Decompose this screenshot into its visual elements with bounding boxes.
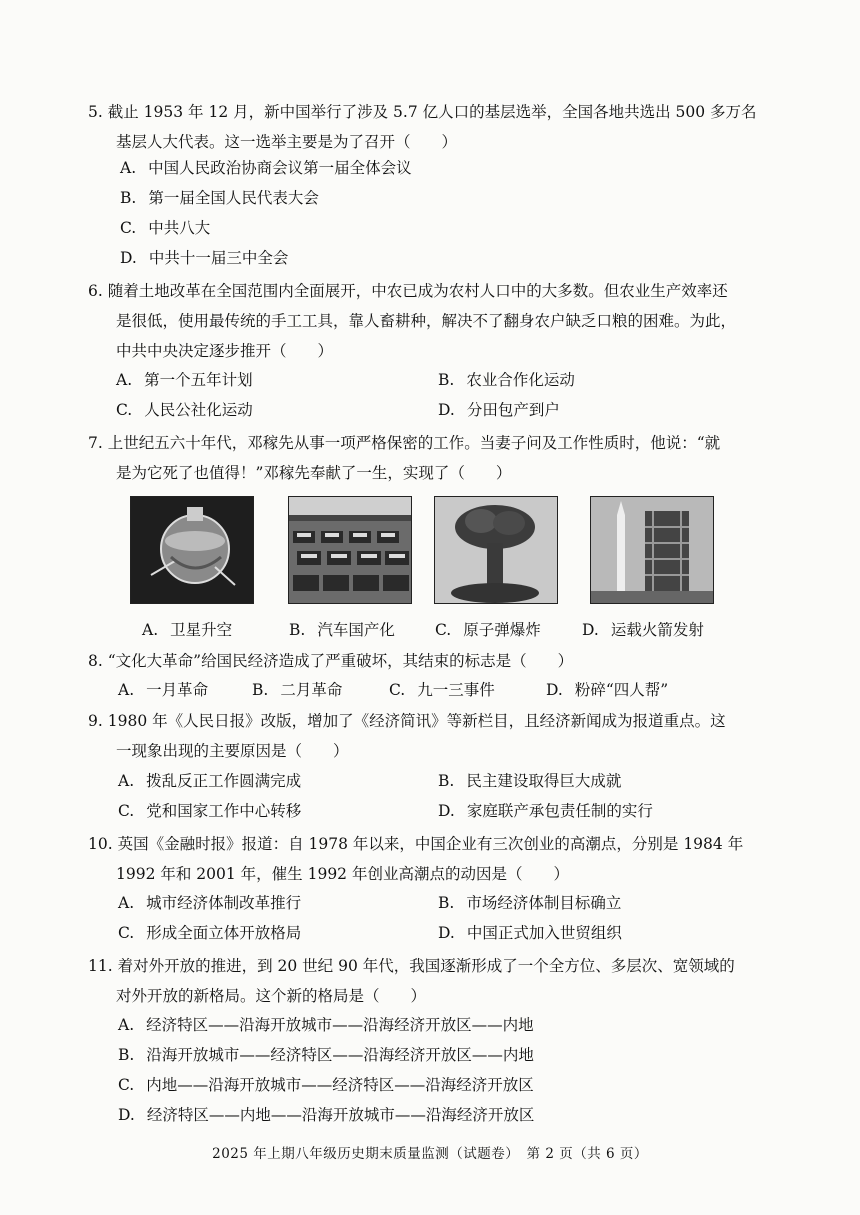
option-c: C. 九一三事件: [389, 681, 495, 699]
question-5: [88, 97, 778, 157]
option-d: D. 中国正式加入世贸组织: [438, 924, 622, 942]
option-a: A. 中国人民政治协商会议第一届全体会议: [120, 159, 412, 177]
option-a: A. 经济特区——沿海开放城市——沿海经济开放区——内地: [118, 1016, 534, 1034]
option-d: D. 粉碎“四人帮”: [546, 681, 669, 699]
question-number: 8.: [88, 652, 103, 670]
question-text: “文化大革命”给国民经济造成了严重破坏，其结束的标志是（ ）: [107, 652, 574, 670]
option-a: A. 拨乱反正工作圆满完成: [118, 772, 302, 790]
satellite-photo-icon: [130, 496, 254, 604]
option-d: D. 家庭联产承包责任制的实行: [438, 802, 653, 820]
option-b: B. 农业合作化运动: [438, 371, 575, 389]
image-caption-c: C. 原子弹爆炸: [435, 621, 541, 639]
image-caption-a: A. 卫星升空: [142, 621, 233, 639]
option-c: C. 中共八大: [120, 219, 211, 237]
question-number: 9.: [88, 712, 103, 730]
question-7: [88, 428, 778, 488]
question-number: 10.: [88, 835, 113, 853]
cars-photo-icon: [288, 496, 412, 604]
question-text-cont: 1992 年和 2001 年，催生 1992 年创业高潮点的动因是（ ）: [116, 865, 569, 883]
question-number: 6.: [88, 282, 103, 300]
question-text: 1980 年《人民日报》改版，增加了《经济简讯》等新栏目，且经济新闻成为报道重点。这: [107, 712, 726, 730]
option-b: B. 二月革命: [252, 681, 343, 699]
question-text-cont: 中共中央决定逐步推开（ ）: [116, 342, 334, 360]
option-a: A. 城市经济体制改革推行: [118, 894, 302, 912]
option-c: C. 人民公社化运动: [116, 401, 253, 419]
question-number: 5.: [88, 103, 103, 121]
question-number: 7.: [88, 434, 103, 452]
image-caption-d: D. 运载火箭发射: [582, 621, 704, 639]
question-text-cont: 对外开放的新格局。这个新的格局是（ ）: [116, 987, 427, 1005]
question-text: 随着土地改革在全国范围内全面展开，中农已成为农村人口中的大多数。但农业生产效率还: [107, 282, 728, 300]
option-b: B. 沿海开放城市——经济特区——沿海经济开放区——内地: [118, 1046, 534, 1064]
option-d: D. 分田包产到户: [438, 401, 560, 419]
mushroom-cloud-photo-icon: [434, 496, 558, 604]
question-text-cont: 是很低，使用最传统的手工工具，靠人畜耕种，解决不了翻身农户缺乏口粮的困难。为此，: [116, 312, 737, 330]
option-c: C. 党和国家工作中心转移: [118, 802, 302, 820]
question-8: [88, 646, 778, 676]
question-number: 11.: [88, 957, 113, 975]
question-text-cont: 一现象出现的主要原因是（ ）: [116, 742, 349, 760]
question-9: [88, 706, 778, 766]
option-c: C. 内地——沿海开放城市——经济特区——沿海经济开放区: [118, 1076, 534, 1094]
rocket-launch-photo-icon: [590, 496, 714, 604]
image-caption-b: B. 汽车国产化: [289, 621, 395, 639]
question-text: 英国《金融时报》报道：自 1978 年以来，中国企业有三次创业的高潮点，分别是 1984 年: [117, 835, 744, 853]
question-11: [88, 951, 778, 1011]
option-b: B. 第一届全国人民代表大会: [120, 189, 319, 207]
question-text-cont: 是为它死了也值得！”邓稼先奉献了一生，实现了（ ）: [116, 464, 512, 482]
option-d: D. 经济特区——内地——沿海开放城市——沿海经济开放区: [118, 1106, 535, 1124]
option-a: A. 第一个五年计划: [116, 371, 253, 389]
question-text: 上世纪五六十年代，邓稼先从事一项严格保密的工作。当妻子问及工作性质时，他说：“就: [107, 434, 721, 452]
option-b: B. 市场经济体制目标确立: [438, 894, 622, 912]
option-c: C. 形成全面立体开放格局: [118, 924, 302, 942]
question-6: [88, 276, 778, 366]
question-text: 着对外开放的推进，到 20 世纪 90 年代，我国逐渐形成了一个全方位、多层次、宽领域的: [117, 957, 735, 975]
question-text-cont: 基层人大代表。这一选举主要是为了召开（ ）: [116, 133, 458, 151]
option-b: B. 民主建设取得巨大成就: [438, 772, 622, 790]
option-a: A. 一月革命: [118, 681, 209, 699]
page-footer: 2025 年上期八年级历史期末质量监测（试题卷） 第 2 页（共 6 页）: [212, 1146, 648, 1162]
question-10: [88, 829, 778, 889]
question-text: 截止 1953 年 12 月，新中国举行了涉及 5.7 亿人口的基层选举，全国各地共选出 500 多万名: [107, 103, 757, 121]
option-d: D. 中共十一届三中全会: [120, 249, 289, 267]
